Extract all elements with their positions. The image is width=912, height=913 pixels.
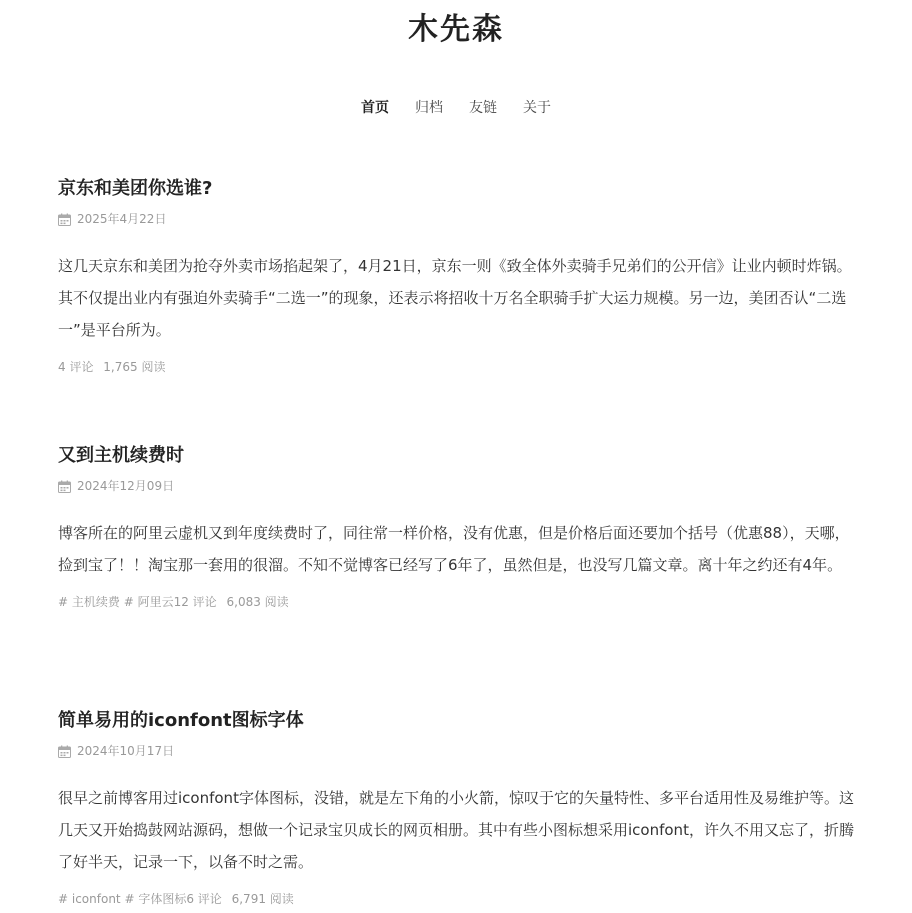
post-date-text: 2025年4月22日: [77, 212, 167, 226]
post-views: 6,791 阅读: [231, 892, 294, 906]
calendar-icon: [58, 213, 71, 226]
post-meta: [58, 593, 860, 611]
post-comments-link[interactable]: 4 评论: [58, 360, 94, 374]
post-meta: [58, 890, 860, 908]
calendar-icon: [58, 745, 71, 758]
nav-item-home[interactable]: 首页: [361, 100, 389, 116]
post-date-text: 2024年10月17日: [77, 744, 175, 758]
post-date-text: 2024年12月09日: [77, 479, 175, 493]
post-tag-link[interactable]: # 阿里云: [123, 595, 174, 609]
main-nav: [0, 98, 912, 118]
nav-item-archive[interactable]: 归档: [415, 100, 443, 116]
post-tag-link[interactable]: # 主机续费: [58, 595, 120, 609]
post-excerpt: 这几天京东和美团为抢夺外卖市场掐起架了，4月21日，京东一则《致全体外卖骑手兄弟们的公开信》让业内顿时炸锅。其不仅提出业内有强迫外卖骑手“二选一”的现象，还表示将招收十万名全职骑手扩大运力规模。另一边，美团否认“二选一”是平台所为。: [58, 257, 852, 339]
post-views: 1,765 阅读: [103, 360, 166, 374]
post-title[interactable]: 京东和美团你选谁?: [58, 178, 213, 199]
post-meta: [58, 358, 860, 376]
post-comments-link[interactable]: 12 评论: [173, 595, 217, 609]
post-comments-link[interactable]: 6 评论: [186, 892, 222, 906]
post-card: [58, 443, 860, 611]
nav-item-links[interactable]: 友链: [469, 100, 497, 116]
post-excerpt: 博客所在的阿里云虚机又到年度续费时了，同往常一样价格，没有优惠，但是价格后面还要加个括号（优惠88），天哪，捡到宝了！！淘宝那一套用的很溜。不知不觉博客已经写了6年了，虽然但是，也没写几篇文章。离十年之约还有4年。: [58, 524, 850, 574]
post-card: [58, 176, 860, 376]
post-excerpt: 很早之前博客用过iconfont字体图标，没错，就是左下角的小火箭，惊叹于它的矢量特性、多平台适用性及易维护等。这几天又开始捣鼓网站源码，想做一个记录宝贝成长的网页相册。其中有些小图标想采用iconfont，许久不用又忘了，折腾了好半天，记录一下，以备不时之需。: [58, 789, 854, 871]
post-date: [58, 477, 860, 495]
post-tag-link[interactable]: # iconfont: [58, 892, 121, 906]
post-card: [58, 708, 860, 908]
calendar-icon: [58, 480, 71, 493]
post-date: [58, 742, 860, 760]
post-tag-link[interactable]: # 字体图标: [124, 892, 187, 906]
post-date: [58, 210, 860, 228]
site-title[interactable]: 木先森: [408, 12, 504, 47]
post-views: 6,083 阅读: [226, 595, 289, 609]
nav-item-about[interactable]: 关于: [523, 100, 551, 116]
post-title[interactable]: 又到主机续费时: [58, 445, 184, 466]
post-title[interactable]: 简单易用的iconfont图标字体: [58, 710, 304, 731]
